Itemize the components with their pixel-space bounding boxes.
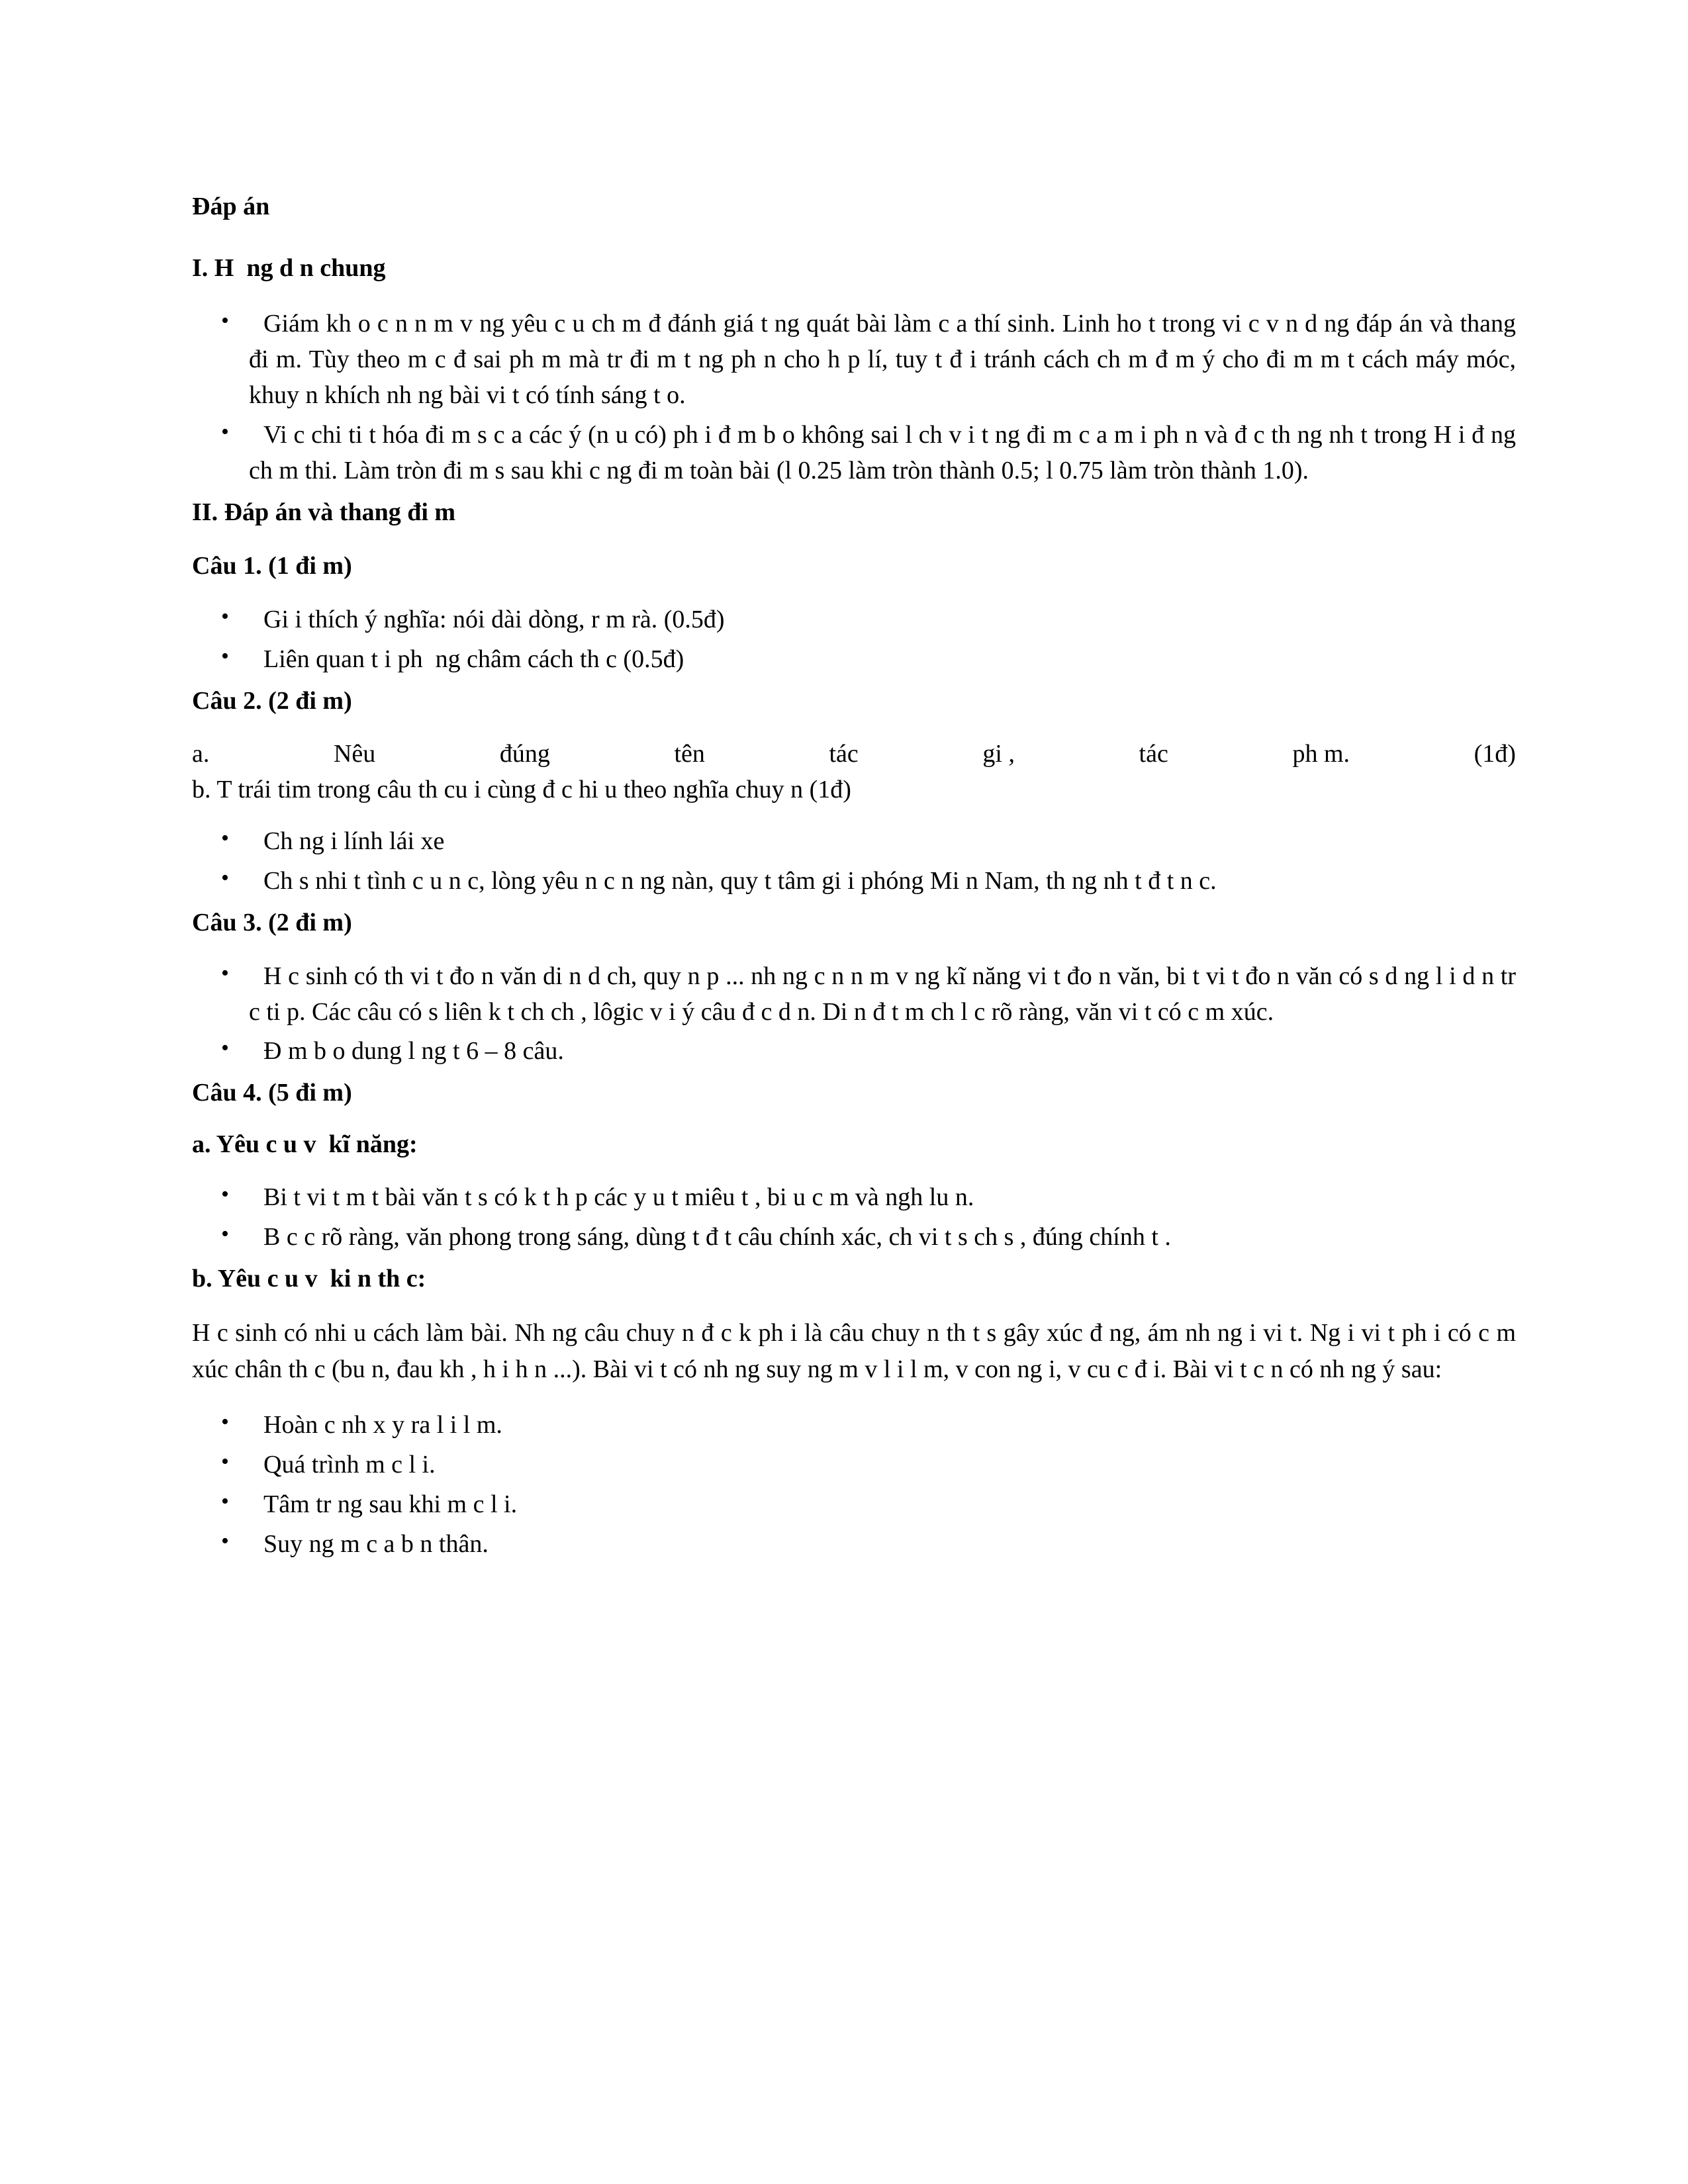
list-item-text: Vi c chi ti t hóa đi m s c a các ý (n u có) ph i đ m b o không sai l ch v i t ng đi m c a m i ph n và đ c th ng nh t trong H i đ ng ch m thi. Làm tròn đi m s sau khi c ng đi m toàn bài (l 0.25 làm tròn thành 0.5; l 0.75 làm tròn thành 1.0).: [249, 420, 1516, 484]
section-heading-answers-and-scale: II. Đáp án và thang đi m: [192, 498, 456, 526]
list-item-text: Hoàn c nh x y ra l i l m.: [263, 1411, 502, 1439]
list-item: [192, 1180, 1516, 1216]
list-item: [192, 959, 1516, 1030]
list-item: [192, 418, 1516, 489]
list-item: [192, 642, 1516, 678]
list-item-text: Ch s nhi t tình c u n c, lòng yêu n c n ng nàn, quy t tâm gi i phóng Mi n Nam, th ng nh t đ t n c.: [263, 867, 1217, 895]
list-item-text: Liên quan t i ph ng châm cách th c (0.5đ): [263, 645, 684, 673]
list-item-text: Gi i thích ý nghĩa: nói dài dòng, r m rà. (0.5đ): [263, 605, 725, 633]
list-item-text: Giám kh o c n n m v ng yêu c u ch m đ đánh giá t ng quát bài làm c a thí sinh. Linh ho t trong vi c v n d ng đáp án và thang đi m. Tùy theo m c đ sai ph m mà tr đi m t ng ph n cho h p lí, tuy t đ i tránh cách ch m đ m ý cho đi m m t cách máy móc, khuy n khích nh ng bài vi t có tính sáng t o.: [249, 310, 1516, 409]
list-item: [192, 602, 1516, 638]
list-item: [192, 1408, 1516, 1443]
question-4-knowledge-list: [192, 1408, 1516, 1563]
line-a-word-7: ph m.: [1292, 740, 1350, 768]
question-3-heading: Câu 3. (2 đi m): [192, 909, 352, 937]
list-item: [192, 1487, 1516, 1523]
question-2-line-b: b. T trái tim trong câu th cu i cùng đ c hi u theo nghĩa chuy n (1đ): [192, 776, 851, 804]
list-item-text: H c sinh có th vi t đo n văn di n d ch, quy n p ... nh ng c n n m v ng kĩ năng vi t đo n văn, bi t vi t đo n văn có s d ng l i d n tr c ti p. Các câu có s liên k t ch ch , lôgic v i ý câu đ c d n. Di n đ t m ch l c rõ ràng, văn vi t có c m xúc.: [249, 962, 1516, 1026]
list-item-text: Ch ng i lính lái xe: [263, 827, 445, 856]
question-4-skills-heading: a. Yêu c u v kĩ năng:: [192, 1130, 418, 1158]
line-a-word-3: tên: [674, 740, 705, 768]
list-item: [192, 1527, 1516, 1563]
line-a-label: a.: [192, 740, 210, 768]
list-item: [192, 1034, 1516, 1069]
list-item: [192, 306, 1516, 414]
list-item-text: B c c rõ ràng, văn phong trong sáng, dùng t đ t câu chính xác, ch vi t s ch s , đúng chính t .: [263, 1223, 1171, 1251]
line-a-word-2: đúng: [499, 740, 550, 768]
list-item-text: Đ m b o dung l ng t 6 – 8 câu.: [263, 1037, 564, 1066]
question-2-heading: Câu 2. (2 đi m): [192, 686, 352, 715]
list-item: [192, 1220, 1516, 1255]
question-4-heading: Câu 4. (5 đi m): [192, 1079, 352, 1107]
list-item: [192, 864, 1516, 899]
section-heading-general-guidance: I. H ng d n chung: [192, 253, 386, 282]
line-a-word-5: gi ,: [982, 740, 1015, 768]
question-1-heading: Câu 1. (1 đi m): [192, 552, 352, 580]
question-4-skills-list: [192, 1180, 1516, 1255]
general-guidance-list: [192, 306, 1516, 489]
list-item-text: Suy ng m c a b n thân.: [263, 1529, 489, 1558]
page-title: Đáp án: [192, 193, 270, 220]
question-3-list: [192, 959, 1516, 1070]
question-2-list: [192, 824, 1516, 899]
question-4-knowledge-paragraph: H c sinh có nhi u cách làm bài. Nh ng câu chuy n đ c k ph i là câu chuy n th t s gây xúc đ ng, ám nh ng i vi t. Ng i vi t ph i có c m xúc chân th c (bu n, đau kh , h i h n ...). Bài vi t có nh ng suy ng m v l i l m, v con ng i, v cu c đ i. Bài vi t c n có nh ng ý sau:: [192, 1318, 1516, 1383]
line-a-word-6: tác: [1139, 740, 1168, 768]
list-item-text: Quá trình m c l i.: [263, 1450, 436, 1479]
list-item: [192, 1447, 1516, 1483]
question-2-line-a: [192, 737, 1516, 772]
question-1-list: [192, 602, 1516, 678]
line-a-word-1: Nêu: [333, 740, 376, 768]
question-4-knowledge-heading: b. Yêu c u v ki n th c:: [192, 1265, 426, 1293]
line-a-word-4: tác: [829, 740, 859, 768]
list-item: [192, 824, 1516, 860]
list-item-text: Bi t vi t m t bài văn t s có k t h p các y u t miêu t , bi u c m và ngh lu n.: [263, 1183, 974, 1212]
list-item-text: Tâm tr ng sau khi m c l i.: [263, 1490, 518, 1518]
line-a-score: (1đ): [1474, 740, 1516, 768]
